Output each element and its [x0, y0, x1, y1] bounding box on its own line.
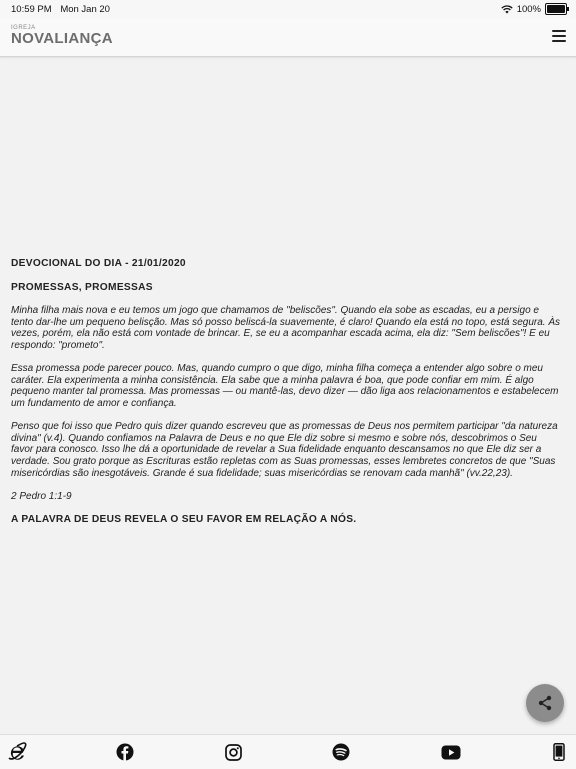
- status-date: Mon Jan 20: [60, 4, 110, 15]
- tab-spotify[interactable]: [331, 742, 351, 762]
- share-icon: [537, 695, 553, 711]
- tab-contact[interactable]: [549, 742, 569, 762]
- bible-reference: 2 Pedro 1:1-9: [11, 490, 72, 502]
- phone-icon: [553, 743, 565, 761]
- facebook-icon: [116, 743, 134, 761]
- battery-icon: [545, 3, 567, 15]
- devotional-subtitle: PROMESSAS, PROMESSAS: [11, 281, 153, 293]
- tab-instagram[interactable]: [223, 742, 243, 762]
- internet-explorer-icon: [7, 742, 27, 762]
- status-time: 10:59 PM: [11, 4, 52, 15]
- tab-youtube[interactable]: [441, 742, 461, 762]
- status-left: [11, 4, 116, 15]
- status-bar: [0, 0, 576, 18]
- logo-main: NOVALIANÇA: [11, 30, 113, 47]
- battery-fill: [547, 5, 565, 13]
- devotional-content: [11, 258, 561, 525]
- devotional-paragraph: Penso que foi isso que Pedro quis dizer quando escreveu que as promessas de Deus nos permitem participar "da natureza divina" (v.4). Quando confiamos na Palavra de Deus e no que Ele diz sobre si mesmo e sobre nós, descobrimos o Seu favor para conosco. Isso lhe dá a oportunidade de revelar a Sua fidelidade enquanto descansamos no que Ele diz ser a verdade. Sou grato porque as Escrituras estão repletas com as Suas promessas, esses lembretes concretos de que "Suas misericórdias são inesgotáveis. Grande é sua fidelidade; suas misericórdias se renovam cada manhã" (vv.22,23).: [11, 421, 558, 479]
- wifi-icon: [501, 5, 513, 14]
- tab-bar: [0, 734, 576, 769]
- logo-top: IGREJA: [11, 25, 36, 31]
- tab-website[interactable]: [7, 742, 27, 762]
- spotify-icon: [332, 743, 350, 761]
- status-right: [501, 3, 567, 15]
- devotional-paragraph: Essa promessa pode parecer pouco. Mas, quando cumpro o que digo, minha filha começa a entender algo sobre o meu caráter. Ela experimenta a minha consistência. Ela sabe que a minha palavra é boa, que pode confiar em mim. É algo pequeno manter tal promessa. Mas promessas — ou mantê-las, devo dizer — dão liga aos relacionamentos e estabelecem um fundamento de amor e confiança.: [11, 363, 559, 409]
- battery-percent: 100%: [516, 3, 541, 15]
- share-button[interactable]: [526, 684, 564, 722]
- devotional-paragraph: Minha filha mais nova e eu temos um jogo que chamamos de "beliscões". Quando ela sobe as escadas, eu a persigo e tento dar-lhe um pequeno belisção. Mas só posso beliscá-la suavemente, é claro! Quando ela está no topo, está segura. Às vezes, porém, ela não está com vontade de brincar. E, se eu a acompanhar escada acima, ela diz: "Sem beliscões"! E eu respondo: "prometo".: [11, 305, 561, 351]
- tab-facebook[interactable]: [115, 742, 135, 762]
- header: [0, 18, 576, 57]
- devotional-title: DEVOCIONAL DO DIA - 21/01/2020: [11, 258, 186, 269]
- devotional-closing: A PALAVRA DE DEUS REVELA O SEU FAVOR EM RELAÇÃO A NÓS.: [11, 513, 357, 525]
- instagram-icon: [225, 744, 242, 761]
- hamburger-menu-icon[interactable]: [552, 30, 566, 42]
- youtube-icon: [441, 745, 461, 760]
- logo[interactable]: [11, 25, 113, 47]
